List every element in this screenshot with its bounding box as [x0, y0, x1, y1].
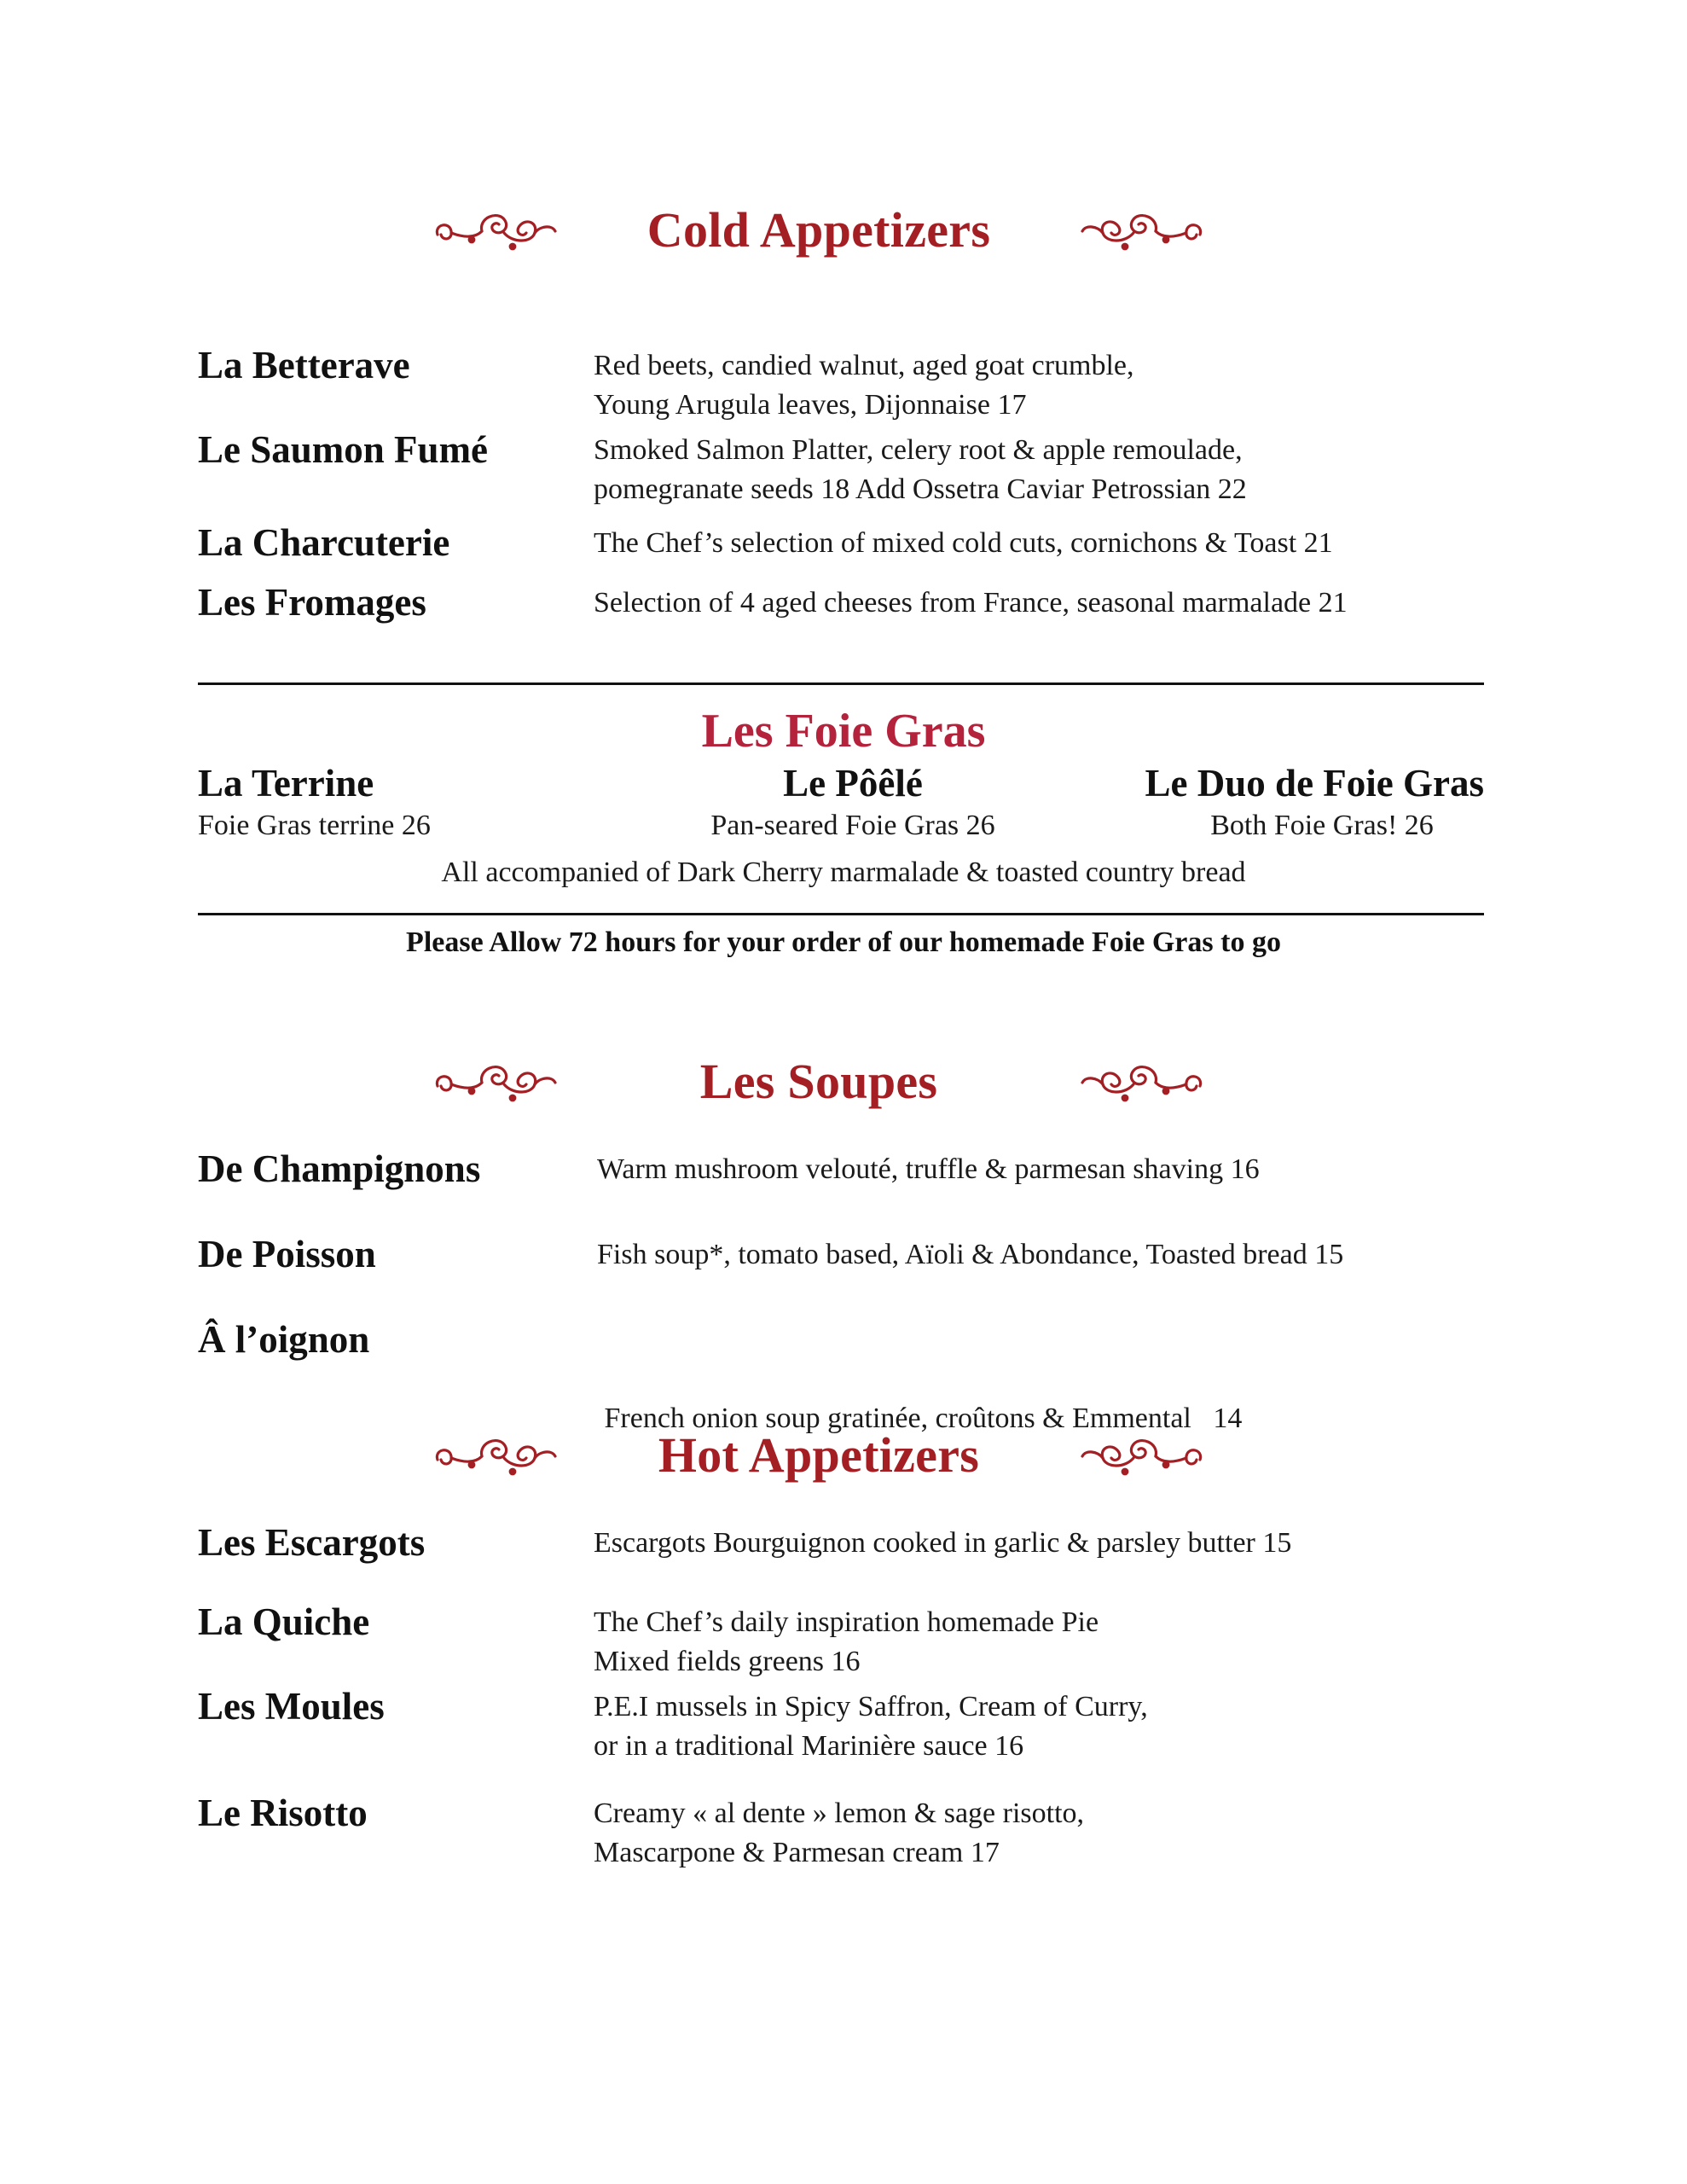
foie-item-poele	[674, 759, 1032, 845]
desc-line: Fish soup*, tomato based, Aïoli & Abondance, Toasted bread 15	[597, 1239, 1344, 1270]
divider	[198, 682, 1484, 685]
item-name: Les Moules	[198, 1685, 385, 1728]
item-description	[594, 1524, 1291, 1563]
desc-line: French onion soup gratinée, croûtons & Emmental 14	[597, 1403, 1243, 1434]
item-name: Le Duo de Foie Gras	[1145, 762, 1484, 804]
item-description	[594, 584, 1348, 623]
desc-line: Mixed fields greens 16	[594, 1646, 861, 1677]
foie-order-notice: Please Allow 72 hours for your order of our homemade Foie Gras to go	[406, 926, 1281, 958]
desc-line: P.E.I mussels in Spicy Saffron, Cream of Curry,	[594, 1691, 1148, 1722]
foie-item-terrine	[198, 759, 431, 845]
divider	[198, 913, 1484, 915]
desc-line: Selection of 4 aged cheeses from France, seasonal marmalade 21	[594, 587, 1348, 619]
item-name: La Quiche	[198, 1600, 370, 1643]
item-description: Pan-seared Foie Gras 26	[710, 810, 995, 841]
desc-line: Escargots Bourguignon cooked in garlic & parsley butter 15	[594, 1527, 1292, 1559]
desc-line: Creamy « al dente » lemon & sage risotto,	[594, 1798, 1085, 1829]
item-name: Le Saumon Fumé	[198, 428, 489, 471]
desc-line: or in a traditional Marinière sauce 16	[594, 1730, 1024, 1762]
item-name: Â l’oignon	[198, 1318, 370, 1361]
desc-line: Young Arugula leaves, Dijonnaise 17	[594, 389, 1027, 421]
section-title-foie-gras: Les Foie Gras	[701, 705, 986, 758]
item-description	[594, 1794, 1084, 1873]
section-title-hot: Hot Appetizers	[658, 1427, 980, 1483]
item-name: La Charcuterie	[198, 521, 450, 564]
item-description	[597, 1235, 1343, 1275]
section-title-soupes: Les Soupes	[699, 1054, 938, 1109]
soupes-header	[0, 1048, 1687, 1124]
desc-line: pomegranate seeds 18 Add Ossetra Caviar Petrossian 22	[594, 473, 1247, 505]
item-description	[597, 1150, 1260, 1189]
desc-line: Mascarpone & Parmesan cream 17	[594, 1837, 1000, 1868]
item-description	[594, 1603, 1099, 1682]
item-name: Les Fromages	[198, 581, 426, 624]
item-name: Les Escargots	[198, 1521, 426, 1564]
hot-appetizers-header	[0, 1421, 1687, 1498]
item-description	[594, 1687, 1148, 1766]
desc-line: The Chef’s daily inspiration homemade Pie	[594, 1606, 1099, 1638]
item-name: De Poisson	[198, 1233, 376, 1275]
item-description	[594, 431, 1247, 509]
ornament-right-icon	[1079, 1426, 1207, 1485]
foie-accompaniment-note: All accompanied of Dark Cherry marmalade & toasted country bread	[441, 857, 1246, 888]
item-name: La Betterave	[198, 344, 410, 386]
item-description: Foie Gras terrine 26	[198, 810, 431, 841]
foie-item-duo	[1126, 759, 1484, 845]
cold-appetizers-header	[0, 196, 1687, 273]
item-name: Le Risotto	[198, 1792, 368, 1834]
desc-line: Warm mushroom velouté, truffle & parmesan shaving 16	[597, 1153, 1260, 1185]
desc-line: The Chef’s selection of mixed cold cuts, cornichons & Toast 21	[594, 527, 1333, 559]
ornament-right-icon	[1079, 200, 1207, 260]
ornament-right-icon	[1079, 1052, 1207, 1112]
item-description	[594, 524, 1333, 563]
section-title-cold: Cold Appetizers	[646, 202, 991, 258]
item-name: De Champignons	[198, 1147, 481, 1190]
item-description: Both Foie Gras! 26	[1210, 810, 1434, 841]
item-name: Le Pôêlé	[783, 762, 923, 804]
item-description	[594, 346, 1134, 425]
desc-line: Red beets, candied walnut, aged goat crumble,	[594, 350, 1134, 381]
desc-line: Smoked Salmon Platter, celery root & apple remoulade,	[594, 434, 1243, 466]
item-name: La Terrine	[198, 762, 374, 804]
